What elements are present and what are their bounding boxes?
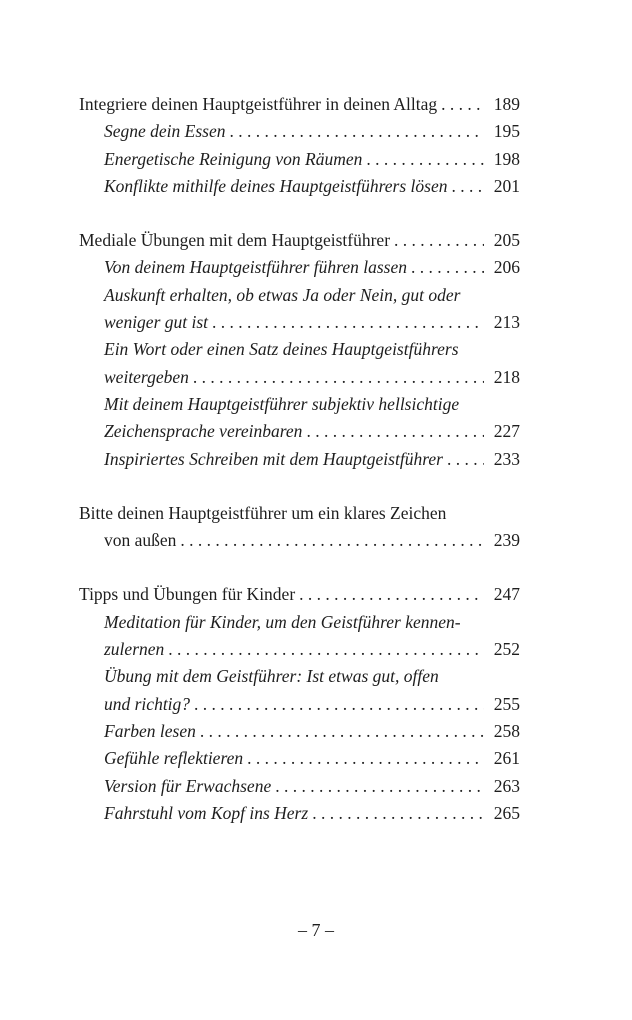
toc-subentry: Auskunft erhalten, ob etwas Ja oder Nein, gut oder	[104, 284, 461, 305]
toc-page-number: 205	[493, 230, 520, 251]
toc-page-number: 213	[493, 312, 520, 333]
toc-entry-title: Von deinem Hauptgeistführer führen lassen	[104, 257, 407, 278]
toc-subentry: Übung mit dem Geistführer: Ist etwas gut, offen	[104, 666, 439, 687]
toc-entry	[79, 527, 520, 554]
toc-page-number: 261	[493, 748, 520, 769]
toc-page-number: 247	[493, 584, 520, 605]
toc-entry	[79, 227, 520, 254]
toc-page-number: 252	[493, 639, 520, 660]
toc-entry: Bitte deinen Hauptgeistführer um ein klares Zeichen	[79, 502, 447, 523]
toc-entry-title: Integriere deinen Hauptgeistführer in deinen Alltag	[79, 94, 438, 114]
toc-subentry	[79, 800, 520, 827]
dot-leader	[312, 800, 484, 827]
dot-leader	[230, 118, 485, 145]
toc-subentry	[79, 745, 520, 772]
toc-entry-title: weniger gut ist	[104, 312, 209, 333]
toc-page-number: 189	[493, 94, 520, 114]
toc-page-number: 255	[493, 693, 520, 714]
toc-entry-title: Inspiriertes Schreiben mit dem Hauptgeistführer	[104, 448, 443, 469]
toc-entry-title: Zeichensprache vereinbaren	[104, 421, 303, 442]
toc-page-number: 218	[493, 366, 520, 387]
toc-subentry	[79, 118, 520, 145]
toc-entry-title: zulernen	[104, 639, 165, 660]
dot-leader	[447, 446, 484, 473]
toc-section	[79, 91, 520, 200]
toc-entry	[79, 581, 520, 608]
dot-leader	[441, 91, 484, 118]
toc-entry-title: Tipps und Übungen für Kinder	[79, 584, 296, 605]
toc-page-number: 239	[493, 530, 520, 551]
dot-leader	[306, 418, 484, 445]
toc-section	[79, 500, 520, 555]
toc-entry-title: Mediale Übungen mit dem Hauptgeistführer	[79, 230, 391, 251]
toc-subentry: Meditation für Kinder, um den Geistführer kennen-	[104, 611, 461, 632]
toc-page-number: 206	[493, 257, 520, 278]
dot-leader	[194, 691, 484, 718]
toc-page-number: 263	[493, 775, 520, 796]
dot-leader	[168, 636, 484, 663]
toc-subentry	[79, 309, 520, 336]
toc-page-number: 227	[493, 421, 520, 442]
toc-page-number: 195	[493, 121, 520, 142]
toc-section	[79, 581, 520, 827]
toc-page-number: 233	[493, 448, 520, 469]
toc-subentry	[79, 446, 520, 473]
toc-section	[79, 227, 520, 473]
toc-page-number: 201	[493, 175, 520, 196]
page-number: – 7 –	[298, 920, 334, 940]
dot-leader	[366, 146, 484, 173]
toc-subentry	[79, 773, 520, 800]
toc-page-number: 265	[493, 802, 520, 823]
dot-leader	[193, 364, 484, 391]
dot-leader	[212, 309, 484, 336]
dot-leader	[411, 254, 484, 281]
dot-leader	[200, 718, 484, 745]
toc-subentry	[79, 173, 520, 200]
toc-subentry: Mit deinem Hauptgeistführer subjektiv hellsichtige	[104, 393, 460, 414]
toc-entry-title: Energetische Reinigung von Räumen	[104, 148, 363, 169]
toc-entry-title: Gefühle reflektieren	[104, 748, 244, 769]
toc-entry-title: weitergeben	[104, 366, 189, 387]
toc-entry-title: und richtig?	[104, 693, 191, 714]
toc-entry-title: Farben lesen	[104, 720, 196, 741]
toc-subentry	[79, 254, 520, 281]
dot-leader	[451, 173, 484, 200]
dot-leader	[180, 527, 484, 554]
toc-entry-title: Segne dein Essen	[104, 121, 226, 142]
toc-entry-title: Fahrstuhl vom Kopf ins Herz	[104, 802, 309, 823]
toc-page-number: 198	[493, 148, 520, 169]
toc-entry-title: von außen	[104, 530, 177, 551]
toc-entry-title: Konflikte mithilfe deines Hauptgeistführers lösen	[104, 175, 448, 196]
toc-subentry: Ein Wort oder einen Satz deines Hauptgeistführers	[104, 339, 459, 360]
table-of-contents	[79, 91, 520, 854]
dot-leader	[275, 773, 484, 800]
dot-leader	[247, 745, 484, 772]
toc-subentry	[79, 636, 520, 663]
dot-leader	[299, 581, 484, 608]
toc-entry-title: Version für Erwachsene	[104, 775, 272, 796]
toc-subentry	[79, 718, 520, 745]
toc-subentry	[79, 146, 520, 173]
dot-leader	[394, 227, 484, 254]
toc-subentry	[79, 418, 520, 445]
toc-subentry	[79, 691, 520, 718]
toc-subentry	[79, 364, 520, 391]
toc-page-number: 258	[493, 720, 520, 741]
toc-entry	[79, 91, 520, 118]
